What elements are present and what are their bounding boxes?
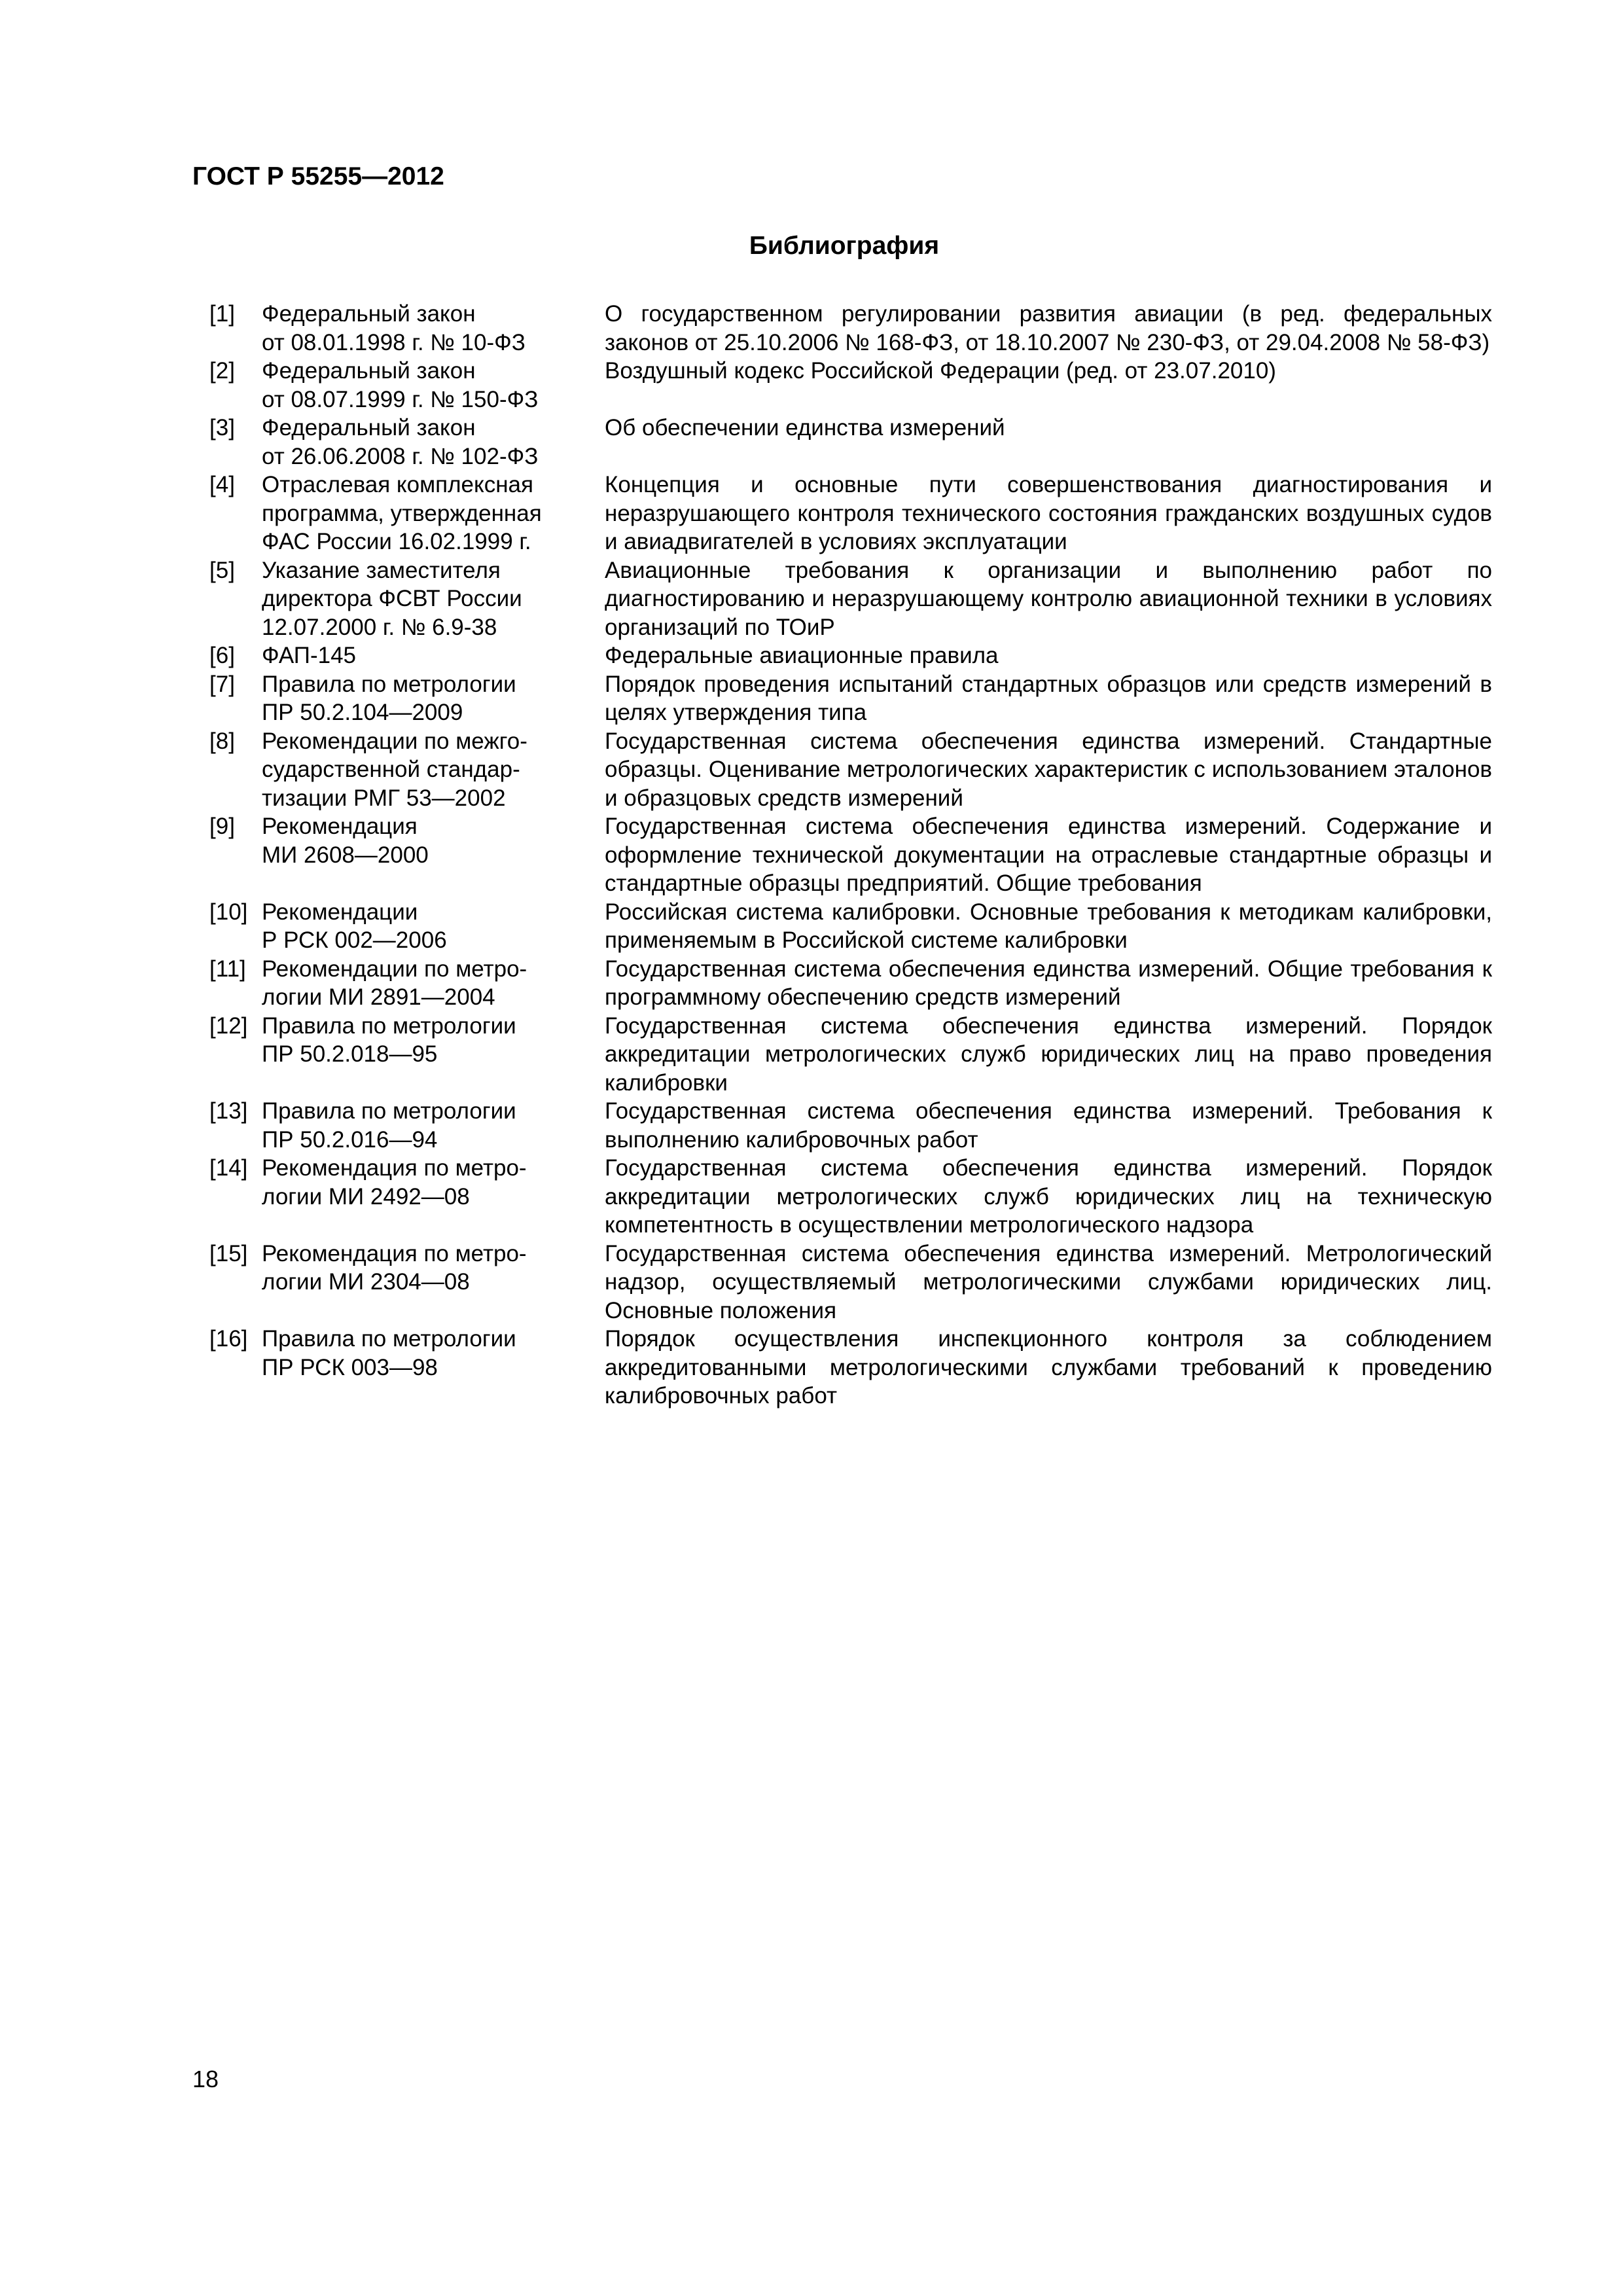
- document-code-header: ГОСТ Р 55255—2012: [192, 162, 444, 190]
- entry-number: [1]: [209, 301, 235, 327]
- bibliography-entry: [209, 1097, 1492, 1154]
- entry-source: Правила по метрологии ПР 50.2.018—95: [262, 1013, 516, 1067]
- entry-description: Государственная система обеспечения единства измерений. Содержание и оформление технической документации на отраслевые стандартные образцы и стандартные образцы предприятий. Общие требования: [605, 814, 1492, 896]
- bibliography-entry: [209, 898, 1492, 955]
- entry-number: [5]: [209, 557, 235, 583]
- entry-source: Рекомендация по метро- логии МИ 2304—08: [262, 1240, 527, 1295]
- bibliography-title: Библиография: [749, 232, 940, 260]
- entry-description: Об обеспечении единства измерений: [605, 415, 1005, 440]
- entry-number: [11]: [209, 956, 246, 982]
- entry-number: [3]: [209, 415, 235, 440]
- bibliography-entry: [209, 357, 1492, 414]
- entry-source: Рекомендации Р РСК 002—2006: [262, 899, 447, 953]
- page-number: 18: [192, 2066, 219, 2092]
- bibliography-entry: [209, 556, 1492, 642]
- entry-source: Федеральный закон от 08.01.1998 г. № 10-ФЗ: [262, 301, 526, 355]
- entry-number: [4]: [209, 472, 235, 497]
- entry-source: Правила по метрологии ПР 50.2.104—2009: [262, 671, 516, 725]
- bibliography-entry: [209, 812, 1492, 898]
- bibliography-entry: [209, 414, 1492, 471]
- entry-number: [6]: [209, 643, 235, 668]
- entry-source: Указание заместителя директора ФСВТ России 12.07.2000 г. № 6.9-38: [262, 557, 522, 640]
- entry-description: Государственная система обеспечения единства измерений. Требования к выполнению калибровочных работ: [605, 1098, 1492, 1153]
- bibliography-entry: [209, 955, 1492, 1012]
- entry-source: Рекомендации по межго- сударственной стандар- тизации РМГ 53—2002: [262, 728, 527, 811]
- bibliography-entry: [209, 1012, 1492, 1098]
- entry-source: Правила по метрологии ПР 50.2.016—94: [262, 1098, 516, 1153]
- bibliography-entry: [209, 641, 1492, 670]
- bibliography-entry: [209, 300, 1492, 357]
- bibliography-entry: [209, 670, 1492, 727]
- entry-description: Порядок осуществления инспекционного контроля за соблюдением аккредитованными метрологическими службами требований к проведению калибровочных работ: [605, 1326, 1492, 1408]
- bibliography-entry: [209, 727, 1492, 813]
- entry-description: Государственная система обеспечения единства измерений. Порядок аккредитации метрологических служб юридических лиц на техническую компетентность в осуществлении метрологического надзора: [605, 1155, 1492, 1238]
- entry-description: Российская система калибровки. Основные требования к методикам калибровки, применяемым в Российской системе калибровки: [605, 899, 1492, 953]
- entry-description: Государственная система обеспечения единства измерений. Стандартные образцы. Оценивание метрологических характеристик с использованием эталонов и образцовых средств измерений: [605, 728, 1492, 811]
- entry-description: Авиационные требования к организации и выполнению работ по диагностированию и неразрушающему контролю авиационной техники в условиях организаций по ТОиР: [605, 557, 1492, 640]
- entry-description: О государственном регулировании развития авиации (в ред. федеральных законов от 25.10.2006 № 168-ФЗ, от 18.10.2007 № 230-ФЗ, от 29.04.2008 № 58-ФЗ): [605, 301, 1492, 355]
- entry-number: [2]: [209, 358, 235, 384]
- entry-description: Федеральные авиационные правила: [605, 643, 999, 668]
- entry-source: Рекомендации по метро- логии МИ 2891—2004: [262, 956, 527, 1010]
- entry-number: [16]: [209, 1326, 248, 1352]
- entry-number: [13]: [209, 1098, 248, 1124]
- bibliography-entry: [209, 1154, 1492, 1240]
- entry-number: [8]: [209, 728, 235, 754]
- entry-source: Рекомендация МИ 2608—2000: [262, 814, 429, 868]
- bibliography-entry: [209, 1240, 1492, 1325]
- entry-source: ФАП-145: [262, 643, 356, 668]
- entry-source: Федеральный закон от 08.07.1999 г. № 150-ФЗ: [262, 358, 539, 412]
- entry-source: Правила по метрологии ПР РСК 003—98: [262, 1326, 516, 1380]
- bibliography-entry: [209, 1325, 1492, 1410]
- entry-description: Воздушный кодекс Российской Федерации (ред. от 23.07.2010): [605, 358, 1276, 384]
- entry-description: Государственная система обеспечения единства измерений. Порядок аккредитации метрологических служб юридических лиц на право проведения калибровки: [605, 1013, 1492, 1096]
- bibliography-list: [209, 300, 1492, 1410]
- entry-number: [7]: [209, 671, 235, 697]
- entry-description: Порядок проведения испытаний стандартных образцов или средств измерений в целях утверждения типа: [605, 671, 1492, 725]
- entry-number: [10]: [209, 899, 248, 925]
- entry-number: [9]: [209, 814, 235, 839]
- entry-source: Рекомендация по метро- логии МИ 2492—08: [262, 1155, 527, 1210]
- entry-number: [12]: [209, 1013, 248, 1039]
- entry-number: [14]: [209, 1155, 248, 1181]
- entry-description: Государственная система обеспечения единства измерений. Общие требования к программному обеспечению средств измерений: [605, 956, 1492, 1010]
- bibliography-entry: [209, 471, 1492, 556]
- entry-description: Государственная система обеспечения единства измерений. Метрологический надзор, осуществляемый метрологическими службами юридических лиц. Основные положения: [605, 1240, 1492, 1323]
- entry-source: Отраслевая комплексная программа, утвержденная ФАС России 16.02.1999 г.: [262, 472, 542, 554]
- entry-description: Концепция и основные пути совершенствования диагностирования и неразрушающего контроля технического состояния гражданских воздушных судов и авиадвигателей в условиях эксплуатации: [605, 472, 1492, 554]
- entry-source: Федеральный закон от 26.06.2008 г. № 102-ФЗ: [262, 415, 539, 469]
- entry-number: [15]: [209, 1240, 248, 1266]
